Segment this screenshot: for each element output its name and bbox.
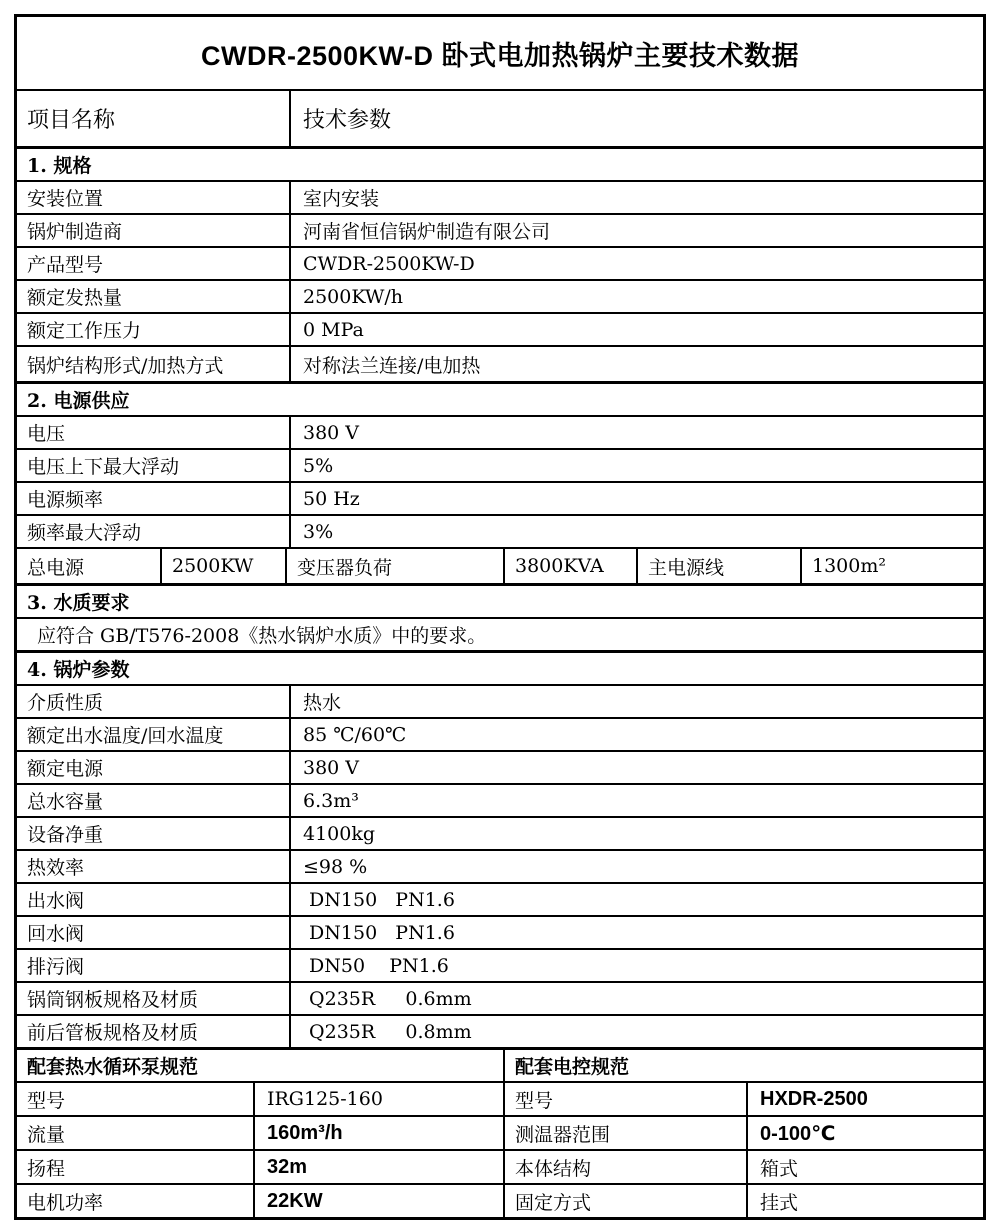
table-row [17,481,983,514]
row-value: 380 V [303,421,360,444]
row-label: 回水阀 [17,917,291,948]
table-row [17,981,983,1014]
row-value: DN150 PN1.6 [303,888,455,911]
row-value: 5% [303,454,334,477]
table-row [17,915,983,948]
section-heading-label: 2. 电源供应 [27,390,130,412]
pump-row-label: 型号 [17,1083,255,1115]
total-power-row [17,547,983,583]
control-row-label: 本体结构 [505,1151,748,1183]
pump-spec-heading: 配套热水循环泵规范 [17,1050,505,1081]
control-row-value: 挂式 [760,1191,799,1214]
row-label: 额定出水温度/回水温度 [17,719,291,750]
pump-control-row [17,1115,983,1149]
control-row-label: 型号 [505,1083,748,1115]
row-label: 热效率 [17,851,291,882]
main-power-line-label: 主电源线 [638,549,802,583]
page-title: CWDR-2500KW-D 卧式电加热锅炉主要技术数据 [201,40,799,71]
control-row-value: 箱式 [760,1157,799,1180]
row-value: 3% [303,520,334,543]
pump-control-header-row [17,1047,983,1081]
table-row [17,279,983,312]
row-value: Q235R 0.8mm [303,1020,472,1043]
transformer-load-value: 3800KVA [505,549,638,583]
row-label: 总水容量 [17,785,291,816]
pump-control-row [17,1149,983,1183]
row-label: 排污阀 [17,950,291,981]
table-row [17,213,983,246]
row-value: 室内安装 [303,188,380,210]
pump-control-row [17,1183,983,1217]
pump-row-value: 32m [255,1151,505,1183]
table-row [17,783,983,816]
row-label: 前后管板规格及材质 [17,1016,291,1047]
row-value: 380 V [303,756,360,779]
row-value: 50 Hz [303,487,360,510]
row-value: ≤98 % [303,855,368,878]
control-spec-heading: 配套电控规范 [515,1056,630,1078]
row-value: 4100kg [303,822,376,845]
row-label: 产品型号 [17,248,291,279]
table-row [17,514,983,547]
row-label: 介质性质 [17,686,291,717]
pump-control-row [17,1081,983,1115]
row-label: 额定电源 [17,752,291,783]
row-label: 锅筒钢板规格及材质 [17,983,291,1014]
column-header-item-name: 项目名称 [17,91,291,146]
main-power-line-value: 1300m² [812,555,886,577]
row-label: 出水阀 [17,884,291,915]
row-label: 安装位置 [17,182,291,213]
row-label: 额定发热量 [17,281,291,312]
row-label: 频率最大浮动 [17,516,291,547]
control-row-value: HXDR-2500 [760,1087,868,1110]
row-value: Q235R 0.6mm [303,987,472,1010]
table-row [17,1014,983,1047]
table-row [17,448,983,481]
table-row [17,415,983,448]
row-value: 0 MPa [303,318,364,341]
table-row [17,816,983,849]
section-heading-spec [17,146,983,180]
section-heading-label: 3. 水质要求 [27,592,130,614]
column-header-tech-param: 技术参数 [303,108,392,133]
section-heading-boiler [17,650,983,684]
spec-table [14,14,986,1220]
row-value: 6.3m³ [303,789,359,812]
control-row-label: 固定方式 [505,1185,748,1217]
table-row [17,717,983,750]
pump-row-value: IRG125-160 [255,1083,505,1115]
table-row [17,750,983,783]
pump-row-value: 22KW [255,1185,505,1217]
row-value: 热水 [303,692,342,714]
pump-row-label: 流量 [17,1117,255,1149]
row-value: 2500KW/h [303,285,404,308]
row-value: DN150 PN1.6 [303,921,455,944]
column-header-row [17,89,983,146]
pump-row-value: 160m³/h [255,1117,505,1149]
row-value: 85 ℃/60℃ [303,723,407,746]
table-row [17,882,983,915]
water-quality-note: 应符合 GB/T576-2008《热水锅炉水质》中的要求。 [37,625,487,647]
row-label: 电压上下最大浮动 [17,450,291,481]
table-row [17,312,983,345]
pump-row-label: 电机功率 [17,1185,255,1217]
control-row-label: 测温器范围 [505,1117,748,1149]
row-label: 电压 [17,417,291,448]
row-value: 河南省恒信锅炉制造有限公司 [303,221,551,243]
control-row-value: 0-100℃ [760,1122,836,1145]
section-heading-label: 1. 规格 [27,155,92,177]
table-row [17,849,983,882]
table-row [17,684,983,717]
water-quality-note-row [17,617,983,650]
row-label: 设备净重 [17,818,291,849]
total-power-label: 总电源 [17,549,162,583]
table-row [17,345,983,381]
section-heading-power [17,381,983,415]
row-label: 额定工作压力 [17,314,291,345]
section-heading-water-quality [17,583,983,617]
pump-row-label: 扬程 [17,1151,255,1183]
transformer-load-label: 变压器负荷 [287,549,505,583]
row-value: DN50 PN1.6 [303,954,449,977]
row-value: CWDR-2500KW-D [303,252,475,275]
table-row [17,180,983,213]
row-label: 电源频率 [17,483,291,514]
row-value: 对称法兰连接/电加热 [303,354,481,377]
title-row [17,17,983,89]
total-power-value: 2500KW [162,549,287,583]
row-label: 锅炉制造商 [17,215,291,246]
table-row [17,246,983,279]
section-heading-label: 4. 锅炉参数 [27,659,130,681]
row-label: 锅炉结构形式/加热方式 [17,347,291,381]
table-row [17,948,983,981]
